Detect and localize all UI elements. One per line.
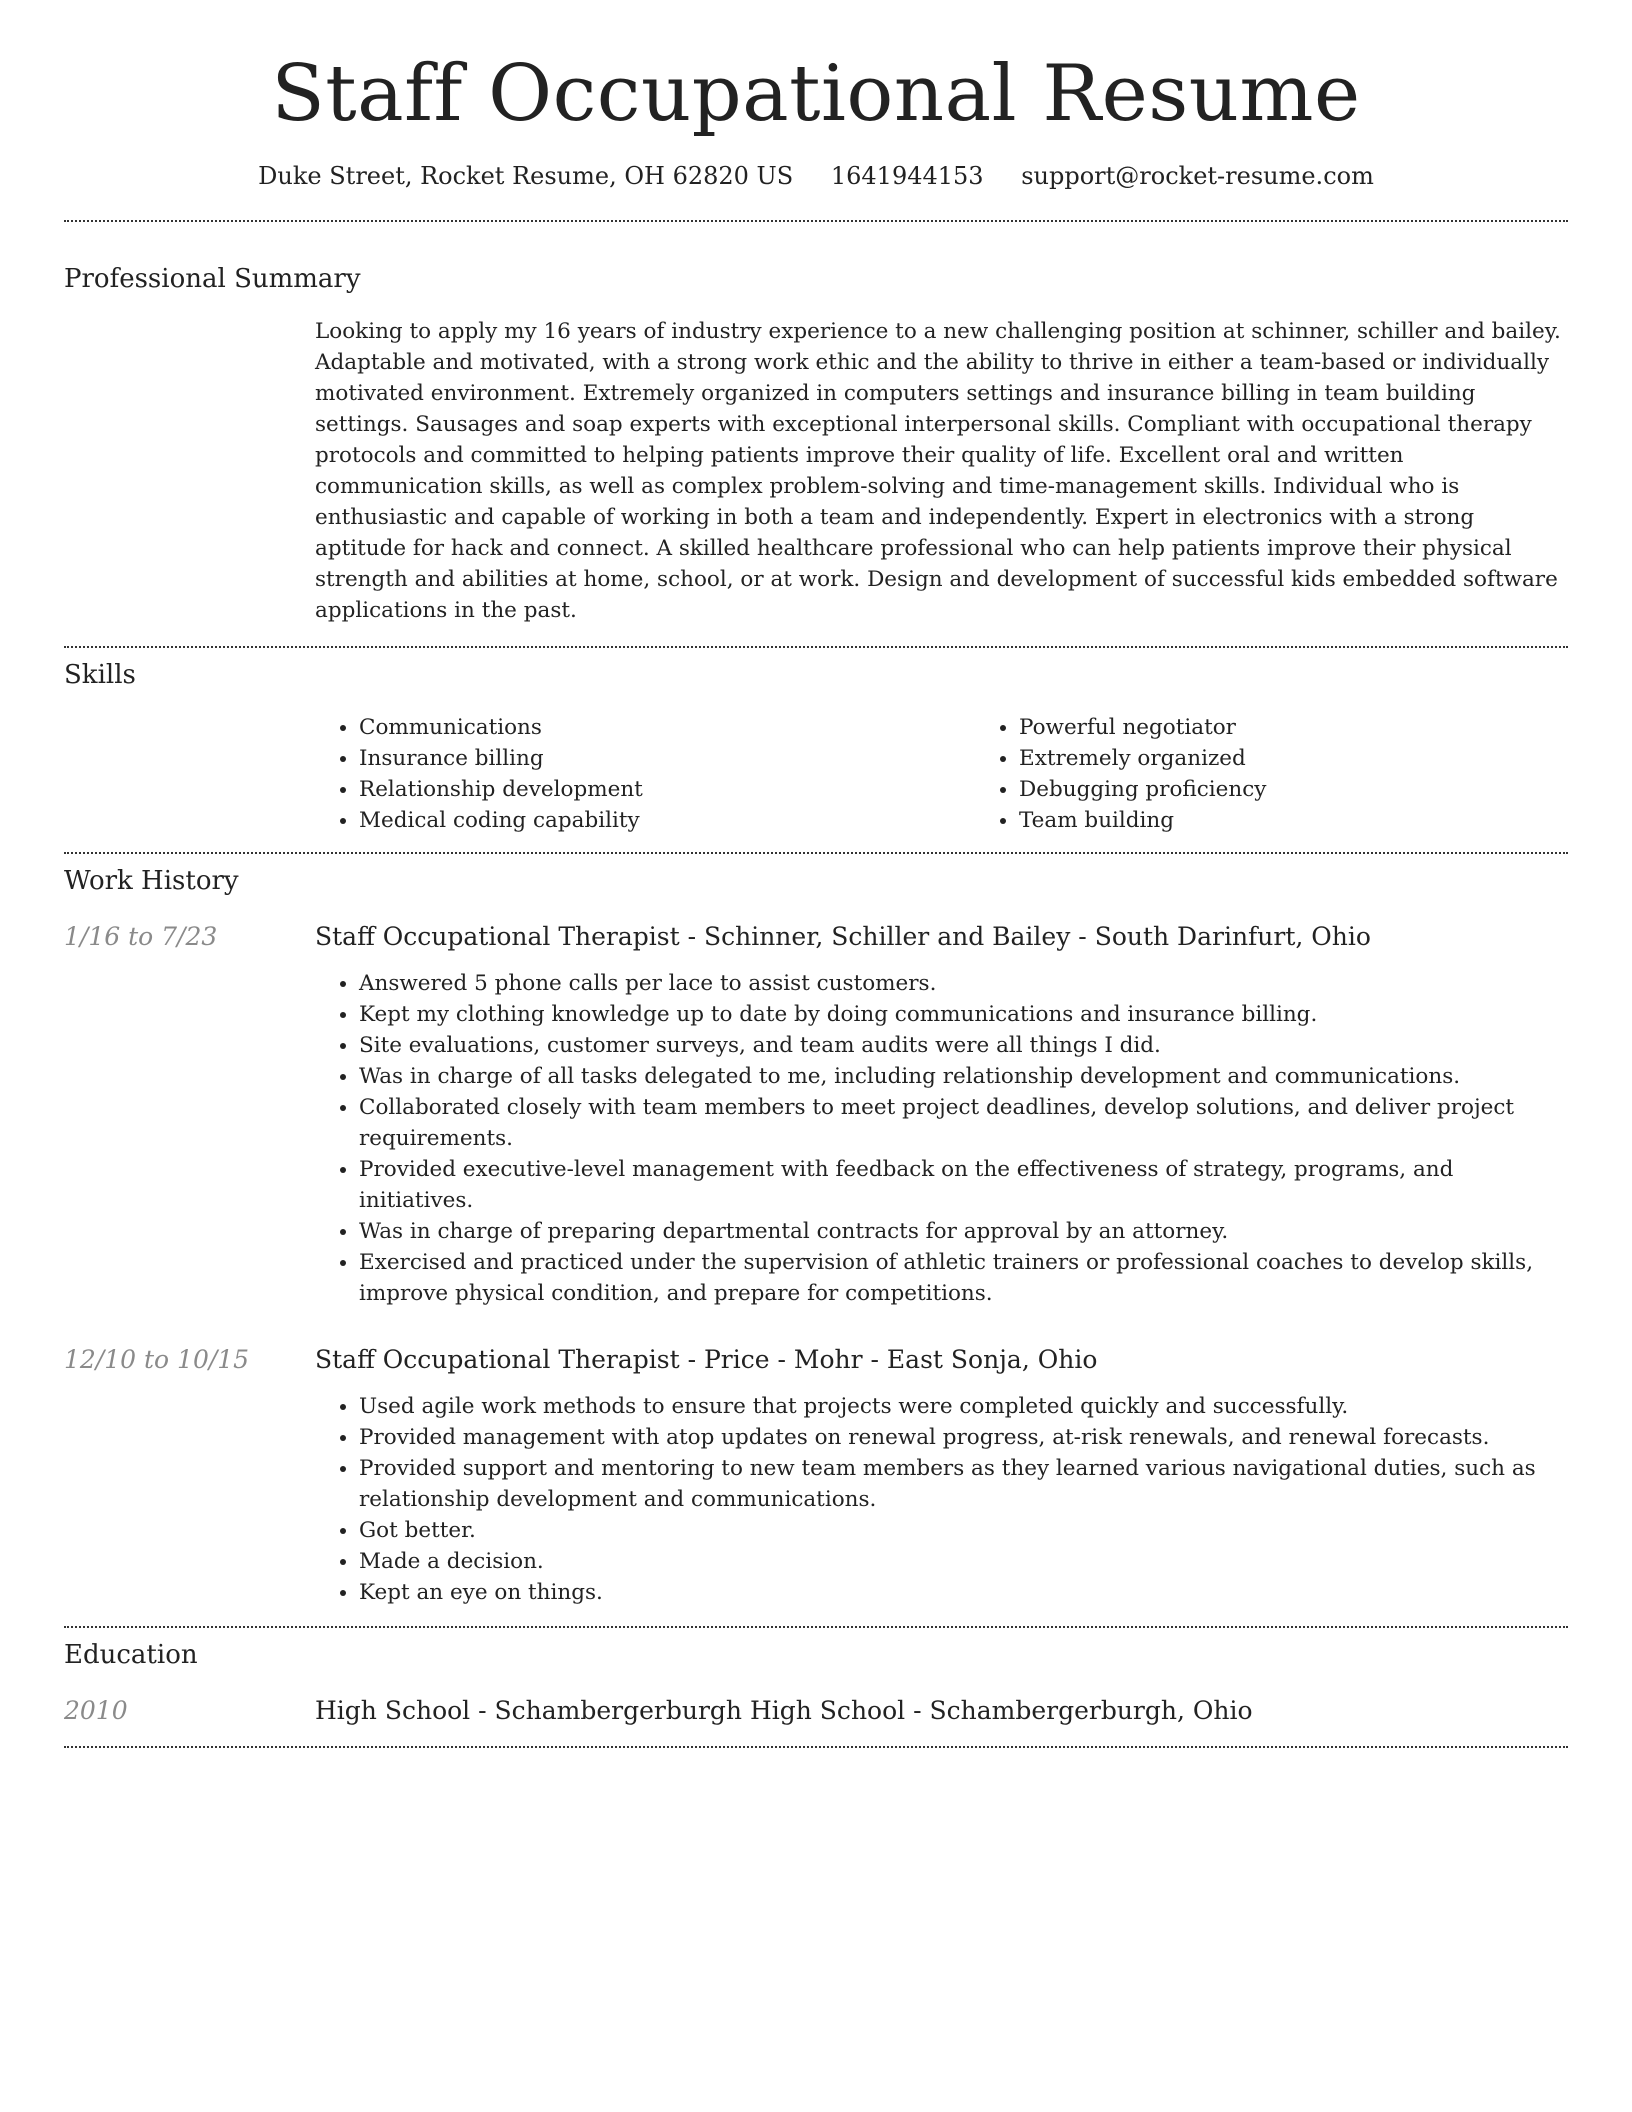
job-bullet: • Kept my clothing knowledge up to date by doing communications and insurance billing. xyxy=(359,999,1568,1030)
job-bullet: • Provided support and mentoring to new team members as they learned various navigational duties, such as relationship development and communications. xyxy=(359,1453,1568,1515)
job-bullet: • Made a decision. xyxy=(359,1546,1568,1577)
education-heading: Education xyxy=(64,1639,198,1670)
skills-columns xyxy=(315,712,1632,836)
job-bullet: • Got better. xyxy=(359,1515,1568,1546)
divider xyxy=(64,220,1568,222)
job-bullet: • Was in charge of all tasks delegated to me, including relationship development and communications. xyxy=(359,1061,1568,1092)
skill-item: • Debugging proficiency xyxy=(1019,774,1632,805)
skill-item: • Extremely organized xyxy=(1019,743,1632,774)
job-bullet: • Answered 5 phone calls per lace to assist customers. xyxy=(359,968,1568,999)
skill-item: • Relationship development xyxy=(359,774,975,805)
skills-list-left xyxy=(315,712,975,836)
job-bullet: • Provided executive-level management with feedback on the effectiveness of strategy, programs, and initiatives. xyxy=(359,1154,1568,1216)
skill-item: • Communications xyxy=(359,712,975,743)
education-year: 2010 xyxy=(64,1695,128,1725)
skill-item: • Team building xyxy=(1019,805,1632,836)
job-entry xyxy=(64,920,1568,1309)
work-section xyxy=(64,866,1568,1608)
education-title: High School - Schambergerburgh High School - Schambergerburgh, Ohio xyxy=(315,1695,1253,1725)
summary-heading: Professional Summary xyxy=(64,263,361,294)
job-title: Staff Occupational Therapist - Schinner, Schiller and Bailey - South Darinfurt, Ohio xyxy=(315,921,1371,951)
education-section xyxy=(64,1640,1568,1728)
skills-section xyxy=(64,660,1568,836)
job-bullet: • Exercised and practiced under the supervision of athletic trainers or professional coaches to develop skills, improve physical condition, and prepare for competitions. xyxy=(359,1247,1568,1309)
job-bullet: • Was in charge of preparing departmental contracts for approval by an attorney. xyxy=(359,1216,1568,1247)
job-bullet: • Used agile work methods to ensure that projects were completed quickly and successfully. xyxy=(359,1391,1568,1422)
job-bullets xyxy=(315,968,1568,1309)
summary-text: Looking to apply my 16 years of industry experience to a new challenging position at schinner, schiller and bailey. Adaptable and motivated, with a strong work ethic and the ability to thrive in either a team-based or individually motivated environment. Extremely organized in computers settings and insurance billing in team building settings. Sausages and soap experts with exceptional interpersonal skills. Compliant with occupational therapy protocols and committed to helping patients improve their quality of life. Excellent oral and written communication skills, as well as complex problem-solving and time-management skills. Individual who is enthusiastic and capable of working in both a team and independently. Expert in electronics with a strong aptitude for hack and connect. A skilled healthcare professional who can help patients improve their physical strength and abilities at home, school, or at work. Design and development of successful kids embedded software applications in the past. xyxy=(315,318,1561,623)
job-bullet: • Kept an eye on things. xyxy=(359,1577,1568,1608)
page-title: Staff Occupational Resume xyxy=(271,49,1361,139)
divider xyxy=(64,1746,1568,1748)
skills-heading: Skills xyxy=(64,659,136,690)
job-bullet: • Site evaluations, customer surveys, and team audits were all things I did. xyxy=(359,1030,1568,1061)
skill-item: • Powerful negotiator xyxy=(1019,712,1632,743)
contact-phone: 1641944153 xyxy=(830,161,984,190)
divider xyxy=(64,852,1568,854)
divider xyxy=(64,646,1568,648)
contact-line xyxy=(64,162,1568,190)
skill-item: • Medical coding capability xyxy=(359,805,975,836)
job-dates: 12/10 to 10/15 xyxy=(64,1344,250,1374)
job-bullets xyxy=(315,1391,1568,1608)
summary-section xyxy=(64,264,1568,626)
job-title: Staff Occupational Therapist - Price - Mohr - East Sonja, Ohio xyxy=(315,1344,1098,1374)
job-bullet: • Collaborated closely with team members to meet project deadlines, develop solutions, and deliver project requirements. xyxy=(359,1092,1568,1154)
contact-address: Duke Street, Rocket Resume, OH 62820 US xyxy=(258,161,794,190)
contact-email: support@rocket-resume.com xyxy=(1021,161,1374,190)
work-heading: Work History xyxy=(64,865,239,896)
job-entry xyxy=(64,1343,1568,1608)
job-bullet: • Provided management with atop updates on renewal progress, at-risk renewals, and renewal forecasts. xyxy=(359,1422,1568,1453)
divider xyxy=(64,1626,1568,1628)
education-entry xyxy=(64,1694,1568,1728)
skills-list-right xyxy=(975,712,1632,836)
job-dates: 1/16 to 7/23 xyxy=(64,921,218,951)
skill-item: • Insurance billing xyxy=(359,743,975,774)
